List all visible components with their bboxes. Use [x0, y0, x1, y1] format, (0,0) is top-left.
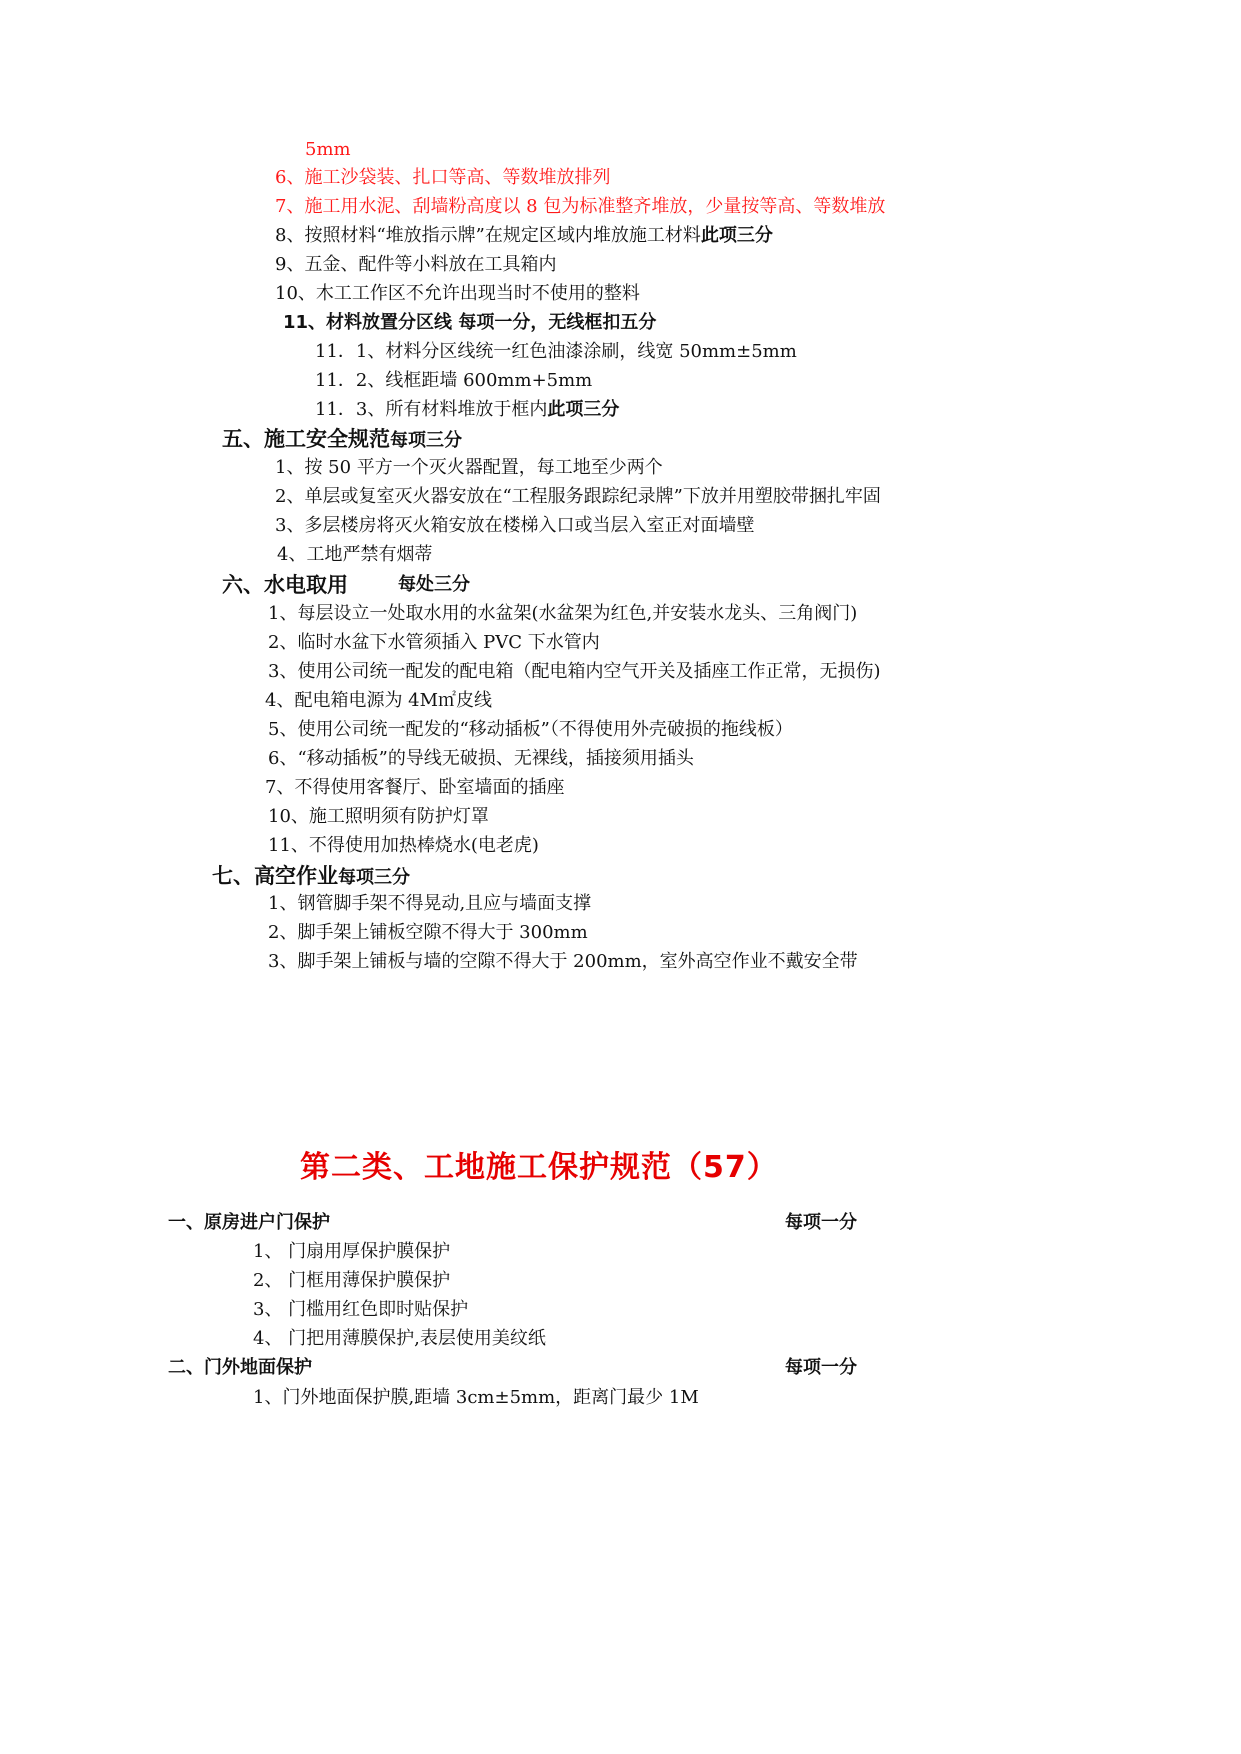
section-6-item: 10、施工照明须有防护灯罩 — [268, 806, 489, 827]
section-5-score: 每项三分 — [390, 430, 462, 451]
section-6-score-wrap — [398, 572, 470, 598]
item-11-1: 11．1、材料分区线统一红色油漆涂刷，线宽 50mm±5mm — [315, 341, 797, 362]
section-6-item: 6、“移动插板”的导线无破损、无裸线，插接须用插头 — [268, 748, 694, 769]
subsection-2-title: 二、门外地面保护 — [168, 1357, 312, 1378]
subsection-2-item: 1、门外地面保护膜,距墙 3cm±5mm，距离门最少 1M — [253, 1387, 699, 1408]
section-6-item: 5、使用公司统一配发的“移动插板”（不得使用外壳破损的拖线板） — [268, 719, 793, 740]
section-7-heading — [212, 863, 410, 891]
section-5-item: 4、工地严禁有烟蒂 — [277, 544, 433, 565]
section-6-item: 2、临时水盆下水管须插入 PVC 下水管内 — [268, 632, 600, 653]
section-7-score: 每项三分 — [338, 867, 410, 888]
section-7-item: 1、钢管脚手架不得晃动,且应与墙面支撑 — [268, 893, 592, 914]
section-5-title: 五、施工安全规范 — [222, 427, 390, 451]
item-8 — [275, 225, 773, 247]
section-5-item: 2、单层或复室灭火器安放在“工程服务跟踪纪录牌”下放并用塑胶带捆扎牢固 — [275, 486, 881, 507]
measure-line: 5mm — [305, 139, 351, 160]
section-6-item: 7、不得使用客餐厅、卧室墙面的插座 — [265, 777, 565, 798]
subsection-1-score: 每项一分 — [785, 1212, 857, 1233]
section-7-item: 2、脚手架上铺板空隙不得大于 300mm — [268, 922, 588, 943]
category-2-title: 第二类、工地施工保护规范（57） — [300, 1150, 778, 1185]
section-5-item: 1、按 50 平方一个灭火器配置，每工地至少两个 — [275, 457, 663, 478]
section-6-title: 六、水电取用 — [222, 573, 348, 597]
section-5-heading — [222, 426, 462, 454]
subsection-1-item: 4、 门把用薄膜保护,表层使用美纹纸 — [253, 1328, 546, 1349]
item-11-3 — [315, 399, 619, 421]
section-6-score: 每处三分 — [398, 574, 470, 595]
section-7-item: 3、脚手架上铺板与墙的空隙不得大于 200mm，室外高空作业不戴安全带 — [268, 951, 858, 972]
section-7-title: 七、高空作业 — [212, 864, 338, 888]
item-11-2: 11．2、线框距墙 600mm+5mm — [315, 370, 593, 391]
subsection-1-item: 1、 门扇用厚保护膜保护 — [253, 1241, 451, 1262]
item-11: 11、材料放置分区线 每项一分，无线框扣五分 — [283, 312, 657, 333]
subsection-1-item: 2、 门框用薄保护膜保护 — [253, 1270, 451, 1291]
item-9: 9、五金、配件等小料放在工具箱内 — [275, 254, 557, 275]
item-8-text: 8、按照材料“堆放指示牌”在规定区域内堆放施工材料 — [275, 225, 701, 246]
item-8-score: 此项三分 — [700, 225, 773, 246]
section-6-item: 1、每层设立一处取水用的水盆架(水盆架为红色,并安装水龙头、三角阀门) — [268, 603, 858, 624]
subsection-1-item: 3、 门槛用红色即时贴保护 — [253, 1299, 469, 1320]
item-11-3-text: 11．3、所有材料堆放于框内 — [315, 399, 548, 420]
item-7: 7、施工用水泥、刮墙粉高度以 8 包为标准整齐堆放，少量按等高、等数堆放 — [275, 196, 886, 217]
section-6-item: 11、不得使用加热棒烧水(电老虎) — [268, 835, 539, 856]
item-6: 6、施工沙袋装、扎口等高、等数堆放排列 — [275, 167, 611, 188]
section-5-item: 3、多层楼房将灭火箱安放在楼梯入口或当层入室正对面墙壁 — [275, 515, 755, 536]
section-6-item: 4、配电箱电源为 4M㎡皮线 — [265, 690, 493, 711]
item-11-3-score: 此项三分 — [547, 399, 620, 420]
subsection-2-score: 每项一分 — [785, 1357, 857, 1378]
item-10: 10、木工工作区不允许出现当时不使用的整料 — [275, 283, 640, 304]
section-6-heading — [222, 572, 348, 600]
subsection-1-title: 一、原房进户门保护 — [168, 1212, 330, 1233]
section-6-item: 3、使用公司统一配发的配电箱（配电箱内空气开关及插座工作正常，无损伤) — [268, 661, 881, 682]
